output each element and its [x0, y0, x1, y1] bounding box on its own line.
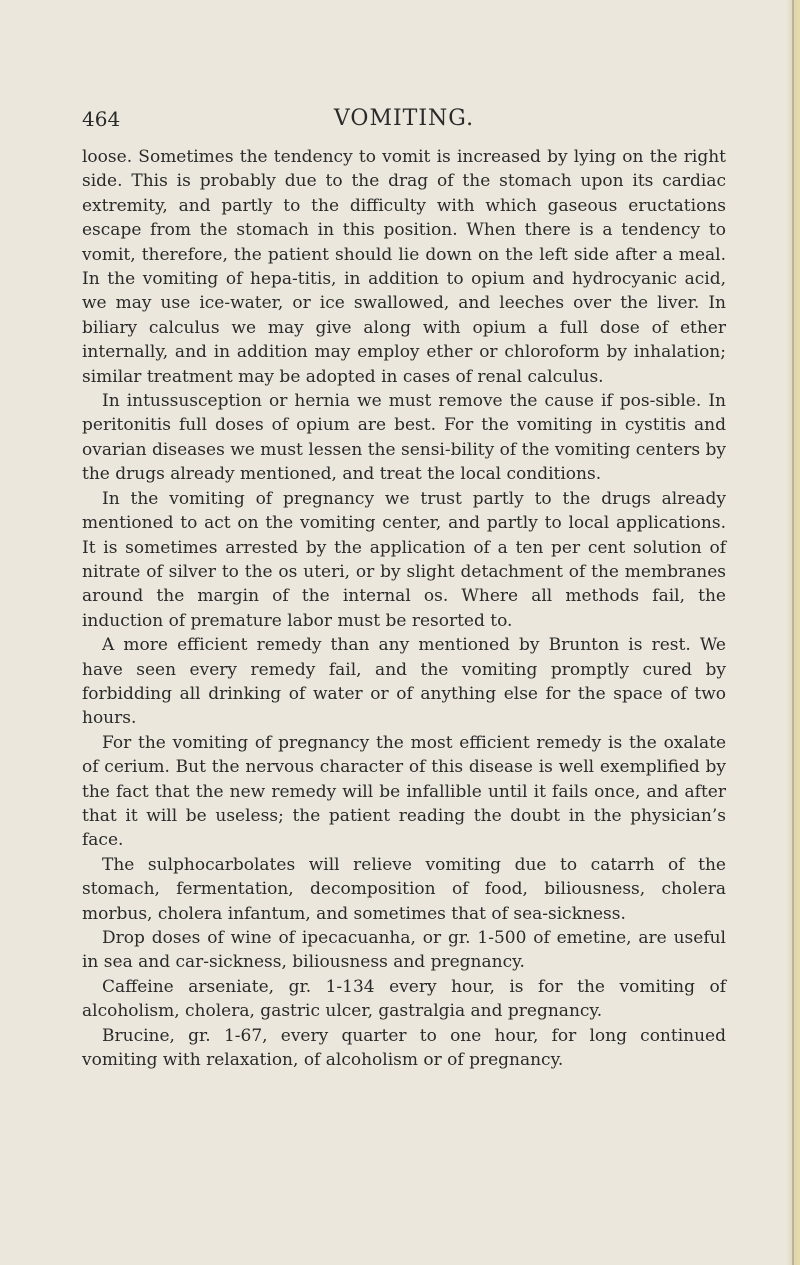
paragraph-oxalate-of-cerium: For the vomiting of pregnancy the most efficient remedy is the oxalate of cerium. But the nervous character of this disease is well exemplified by the fact that the new remedy will be infallible until it fails once, and after that it will be useless; the patient reading the doubt in the physician’s face.	[82, 732, 726, 851]
paragraph-rest-remedy: A more efficient remedy than any mentioned by Brunton is rest. We have seen every remedy fail, and the vomiting promptly cured by forbidding all drinking of water or of anything else for the space of two hours.	[82, 635, 726, 729]
paragraph-intussusception: In intussusception or hernia we must remove the cause if pos-sible. In peritonitis full doses of opium are best. For the vomiting in cystitis and ovarian diseases we must lessen the sensi-bility of the vomiting centers by the drugs already mentioned, and treat the local conditions.	[82, 391, 726, 485]
page-edge-line	[792, 0, 794, 1265]
paragraph-sulphocarbolates: The sulphocarbolates will relieve vomiting due to catarrh of the stomach, fermentation, decomposition of food, biliousness, cholera morbus, cholera infantum, and sometimes that of sea-sickness.	[82, 854, 726, 924]
paragraph-pregnancy-local: In the vomiting of pregnancy we trust partly to the drugs already mentioned to act on the vomiting center, and partly to local applications. It is sometimes arrested by the application of a ten per cent solution of nitrate of silver to the os uteri, or by slight detachment of the membranes around the margin of the internal os. Where all methods fail, the induction of premature labor must be resorted to.	[82, 488, 726, 631]
paragraph-brucine: Brucine, gr. 1-67, every quarter to one hour, for long continued vomiting with relaxation, of alcoholism or of pregnancy.	[82, 1025, 726, 1071]
page-number: 464	[82, 107, 121, 131]
body-text	[82, 145, 726, 1072]
paragraph-ipecacuanha: Drop doses of wine of ipecacuanha, or gr. 1-500 of emetine, are useful in sea and car-sickness, biliousness and pregnancy.	[82, 928, 726, 973]
paragraph-caffeine-arseniate: Caffeine arseniate, gr. 1-134 every hour, is for the vomiting of alcoholism, cholera, gastric ulcer, gastralgia and pregnancy.	[82, 976, 726, 1022]
page-header	[82, 104, 726, 134]
running-head: VOMITING.	[333, 106, 475, 131]
paragraph-liver-and-calculus: loose. Sometimes the tendency to vomit is increased by lying on the right side. This is probably due to the drag of the stomach upon its cardiac extremity, and partly to the difficulty with which gaseous eructations escape from the stomach in this position. When there is a tendency to vomit, therefore, the patient should lie down on the left side after a meal. In the vomiting of hepa-titis, in addition to opium and hydrocyanic acid, we may use ice-water, or ice swallowed, and leeches over the liver. In biliary calculus we may give along with opium a full dose of ether internally, and in addition may employ ether or chloroform by inhalation; similar treatment may be adopted in cases of renal calculus.	[82, 147, 726, 387]
